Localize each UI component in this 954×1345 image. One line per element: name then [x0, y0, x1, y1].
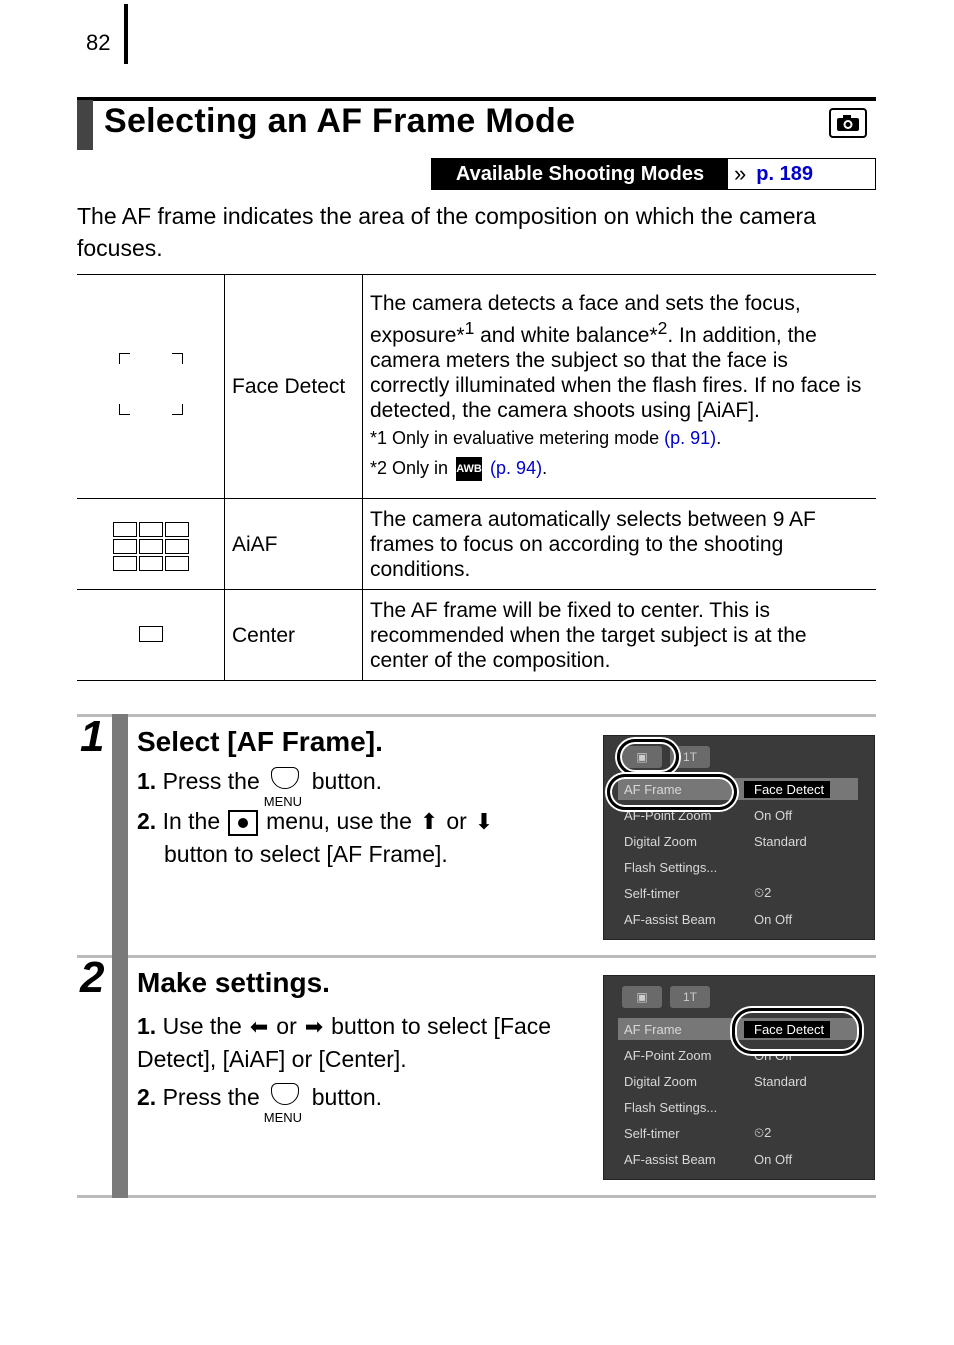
lcd-row-value: Face Detect — [744, 781, 830, 798]
lcd-row-value: On Off — [754, 807, 793, 823]
instruction-text: Use the — [162, 1013, 242, 1039]
lcd-row-value: Standard — [754, 1073, 807, 1089]
mode-name: Center — [225, 590, 363, 681]
step-divider — [77, 714, 876, 717]
up-arrow-icon: ⬆ — [419, 809, 439, 834]
step-heading: Select [AF Frame]. — [137, 726, 383, 757]
lcd-setup-tab: 1T — [670, 986, 710, 1008]
instruction-number: 1. — [137, 768, 157, 794]
lcd-row-key: AF Frame — [624, 781, 682, 797]
lcd-row-value: Standard — [754, 833, 807, 849]
available-shooting-modes — [431, 158, 876, 190]
lcd-row — [618, 1070, 858, 1092]
highlight-oval — [607, 774, 737, 810]
lcd-camera-tab: ▣ — [622, 986, 662, 1008]
lcd-row-key: AF Frame — [624, 1021, 682, 1037]
lcd-row-value: On Off — [754, 911, 793, 927]
lcd-row — [618, 1148, 858, 1170]
lcd-tabs — [622, 986, 710, 1008]
instruction-text: button. — [311, 768, 383, 794]
left-arrow-icon: ⬅ — [249, 1014, 269, 1039]
menu-button-label: MENU — [263, 1110, 303, 1125]
available-modes-label: Available Shooting Modes — [432, 159, 728, 189]
face-detect-desc-c: . In addition, the camera meters the subject so that the face is correctly illuminated when the flash fires. If no face is detected, the camera shoots using [AiAF]. — [370, 323, 862, 422]
step-instructions — [137, 1010, 577, 1125]
page-number: 82 — [86, 30, 111, 55]
mode-description — [363, 275, 877, 499]
lcd-row-key: AF-Point Zoom — [624, 807, 712, 823]
instruction-text: or — [276, 1013, 297, 1039]
face-detect-frame-icon — [119, 353, 183, 415]
lcd-row — [618, 830, 858, 852]
lcd-screenshot-af-frame — [603, 735, 875, 940]
step-number: 1 — [80, 712, 105, 761]
lcd-camera-tab: ▣ — [622, 746, 662, 768]
face-detect-desc-a: The camera detects a face and sets the focus, exposure* — [370, 291, 801, 347]
instruction-line — [137, 765, 577, 809]
footnote-1-link[interactable]: (p. 91) — [664, 427, 717, 448]
instruction-text: Press the — [162, 1084, 260, 1110]
lcd-row-key: Flash Settings... — [624, 1099, 718, 1115]
instruction-text: button. — [311, 1084, 383, 1110]
lcd-row — [618, 1122, 858, 1144]
lcd-row-key: Self-timer — [624, 1125, 680, 1141]
lcd-row-key: AF-Point Zoom — [624, 1047, 712, 1063]
menu-button-icon — [263, 1081, 304, 1125]
face-detect-desc-b: and white balance* — [474, 323, 658, 347]
lcd-row-value: ⏲2 — [754, 1125, 772, 1140]
af-frame-modes-table — [77, 274, 876, 681]
title-rule — [77, 97, 876, 101]
face-detect-icon-cell — [77, 275, 225, 499]
nine-frame-grid-icon — [113, 522, 189, 571]
aiaf-icon-cell — [77, 499, 225, 590]
instruction-number: 2. — [137, 808, 157, 834]
lcd-row — [618, 1096, 858, 1118]
available-modes-link[interactable] — [734, 159, 813, 189]
step-number: 2 — [80, 953, 105, 1002]
instruction-text: button to select [Face Detect], [AiAF] or [Center]. — [137, 1013, 552, 1072]
table-row — [77, 275, 876, 499]
step-instructions — [137, 765, 577, 870]
title-tab — [77, 100, 93, 150]
camera-icon — [829, 108, 867, 138]
lcd-row-key: Digital Zoom — [624, 833, 697, 849]
footnote-ref-2: 2 — [657, 317, 668, 338]
lcd-row-value: ⏲2 — [754, 885, 772, 900]
step-heading: Make settings. — [137, 967, 330, 998]
down-arrow-icon: ⬇ — [474, 809, 494, 834]
lcd-row-value: On Off — [754, 1151, 793, 1167]
right-arrow-icon: ➡ — [304, 1014, 324, 1039]
highlight-oval — [732, 1008, 862, 1054]
footnote-2: *2 Only in AWB (p. 94). — [370, 453, 868, 483]
instruction-line — [137, 1081, 577, 1125]
footnote-ref-1: 1 — [464, 317, 475, 338]
instruction-line — [137, 1010, 577, 1075]
lcd-row-key: Self-timer — [624, 885, 680, 901]
lcd-row-key: AF-assist Beam — [624, 911, 716, 927]
step-divider — [77, 955, 876, 958]
menu-button-icon — [263, 765, 304, 809]
instruction-text: button to select [AF Frame]. — [164, 841, 448, 867]
mode-description: The camera automatically selects between 9 AF frames to focus on according to the shooting conditions. — [363, 499, 877, 590]
instruction-number: 1. — [137, 1013, 157, 1039]
shooting-menu-icon — [228, 810, 258, 836]
step-divider — [77, 1195, 876, 1198]
mode-name: Face Detect — [225, 275, 363, 499]
instruction-text: Press the — [162, 768, 260, 794]
footnote-2-text: *2 Only in — [370, 457, 449, 478]
mode-description: The AF frame will be fixed to center. This is recommended when the target subject is at the center of the composition. — [363, 590, 877, 681]
footnote-1-text: *1 Only in evaluative metering mode — [370, 427, 665, 448]
page-title: Selecting an AF Frame Mode — [104, 102, 576, 140]
lcd-setup-tab: 1T — [670, 746, 710, 768]
lcd-row-value: On Off — [754, 1047, 793, 1063]
double-chevron-icon: » — [734, 161, 747, 186]
instruction-text: In the — [162, 808, 221, 834]
lcd-row-key: Flash Settings... — [624, 859, 718, 875]
lcd-row — [618, 882, 858, 904]
table-row — [77, 590, 876, 681]
lcd-row-key: AF-assist Beam — [624, 1151, 716, 1167]
lcd-row — [618, 856, 858, 878]
available-modes-page[interactable]: p. 189 — [756, 162, 813, 185]
footnote-1: *1 Only in evaluative metering mode (p. 91). — [370, 427, 722, 448]
center-icon-cell — [77, 590, 225, 681]
table-row — [77, 499, 876, 590]
lcd-row-key: Digital Zoom — [624, 1073, 697, 1089]
intro-paragraph: The AF frame indicates the area of the composition on which the camera focuses. — [77, 203, 816, 261]
lcd-row-value: Face Detect — [744, 1021, 830, 1038]
step-sidebar — [112, 714, 128, 1198]
highlight-oval — [617, 739, 679, 775]
mode-name: AiAF — [225, 499, 363, 590]
footnote-2-link[interactable]: (p. 94) — [490, 457, 543, 478]
instruction-text: menu, use the — [266, 808, 412, 834]
awb-icon: AWB — [456, 457, 482, 481]
instruction-line — [137, 805, 577, 870]
center-frame-icon — [139, 626, 163, 642]
menu-button-label: MENU — [263, 794, 303, 809]
page-number-bar — [124, 4, 128, 64]
lcd-screenshot-settings — [603, 975, 875, 1180]
instruction-number: 2. — [137, 1084, 157, 1110]
lcd-row — [618, 908, 858, 930]
instruction-text: or — [446, 808, 467, 834]
